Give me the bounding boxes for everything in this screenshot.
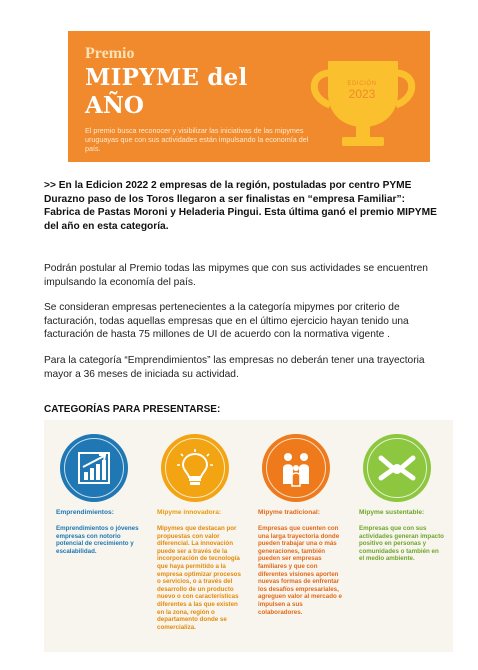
category-description: Empresas que cuenten con una larga trayectoria donde pueden trabajar una o más generaciones, también pueden ser empresas familiares y que con diferentes visiones aporten nuevas formas de enfrentar los desafíos empresariales, agreguen valor al mercado e impulsen a sus colaboradores. <box>258 525 342 616</box>
category-description: Mipymes que destacan por propuestas con valor diferencial. La innovación puede ser a través de la incorporación de tecnología que haya permitido a la empresa optimizar procesos o servicios, o a través del desarrollo de un producto nuevo o con características diferentes a las que existen en la zona, región o departamento donde se comercializa. <box>157 525 241 631</box>
banner-subtitle: El premio busca reconocer y visibilizar las iniciativas de las mipymes uruguayas que con sus actividades están impulsando la economía del país. <box>85 126 309 153</box>
category-name: Emprendimientos: <box>56 509 114 516</box>
edition-label: EDICIÓN <box>347 81 377 87</box>
banner-premio: Premio <box>85 45 135 62</box>
family-icon <box>276 448 316 488</box>
paragraph-billing-criteria: Se consideran empresas pertenecientes a la categoría mipymes por criterio de facturación, todas aquellas empresas que en el último ejercicio hayan tenido una facturación de hasta 75 millones de UI de acuerdo con la normativa vigente . <box>44 302 409 341</box>
growth-chart-icon <box>74 448 114 488</box>
category-circle <box>363 434 431 502</box>
award-banner <box>68 31 430 162</box>
lightbulb-icon <box>175 448 215 488</box>
categories-heading: CATEGORÍAS PARA PRESENTARSE: <box>44 404 221 415</box>
paragraph-entrepreneurship-limit: Para la categoría “Emprendimientos” las empresas no deberán tener una trayectoria mayor a 36 meses de iniciada su actividad. <box>44 355 425 380</box>
intro-paragraph: >> En la Edicion 2022 2 empresas de la región, postuladas por centro PYME Durazno paso de los Toros llegaron a ser finalistas en “empresa Familiar”: Fabrica de Pastas Moroni y Heladeria Pingui. Esta última ganó el premio MIPYME del año en esta categoría. <box>44 180 437 232</box>
categories-panel <box>44 420 453 652</box>
paragraph-eligibility: Podrán postular al Premio todas las mipymes que con sus actividades se encuentren impulsando la economía del país. <box>44 263 428 288</box>
joined-hands-icon <box>377 448 417 488</box>
category-name: Mipyme sustentable: <box>359 509 425 516</box>
category-circle <box>262 434 330 502</box>
trophy-icon <box>304 45 422 157</box>
banner-title-line2: AÑO <box>85 92 144 119</box>
banner-title-line1: MIPYME del <box>85 64 248 91</box>
category-circle <box>60 434 128 502</box>
category-name: Mipyme innovadora: <box>157 509 222 516</box>
category-circle <box>161 434 229 502</box>
category-description: Empresas que con sus actividades generan impacto positivo en personas y comunidades o también en el medio ambiente. <box>359 525 444 563</box>
category-name: Mipyme tradicional: <box>258 509 320 516</box>
category-description: Emprendimientos o jóvenes empresas con notorio potencial de crecimiento y escalabilidad. <box>56 525 139 555</box>
edition-year: 2023 <box>348 87 376 101</box>
